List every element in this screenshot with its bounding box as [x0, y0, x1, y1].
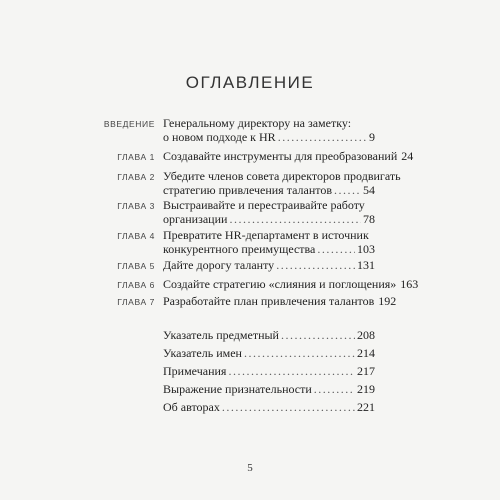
toc-entry-page: 131	[357, 258, 375, 272]
toc-entry-title-line: стратегию привлечения талантов	[163, 183, 333, 197]
dot-leader	[334, 183, 361, 197]
toc-entry-title-line: о новом подходе к HR	[163, 130, 276, 144]
toc-appendix-title: Об авторах	[163, 400, 220, 414]
toc-appendix-page: 221	[357, 400, 375, 414]
toc-entry-page: 103	[357, 242, 375, 256]
toc-entry-title	[163, 277, 419, 291]
page-title: ОГЛАВЛЕНИЕ	[185, 73, 315, 93]
dot-leader	[278, 130, 367, 144]
toc-appendix-title: Указатель имен	[163, 346, 242, 360]
toc-appendix-page: 214	[357, 346, 375, 360]
dot-leader	[229, 212, 361, 226]
dot-leader	[281, 328, 355, 342]
toc-appendix-title: Указатель предметный	[163, 328, 279, 342]
toc-entry-title-line: конкурентного преимущества	[163, 242, 316, 256]
toc-entry-page: 163	[400, 277, 419, 291]
toc-entry-title	[163, 294, 397, 308]
toc-entry-title-line: Создайте стратегию «слияния и поглощения»	[163, 277, 397, 291]
toc-entry-title-line: Генеральному директору на заметку:	[163, 116, 352, 130]
toc-appendix-page: 208	[357, 328, 375, 342]
toc-entry-page: 9	[369, 130, 375, 144]
toc-entry-label: ГЛАВА 4	[117, 231, 155, 241]
dot-leader	[314, 382, 355, 396]
toc-entry-label: ГЛАВА 6	[117, 280, 155, 290]
toc-entry-title-line: Превратите HR-департамент в источник	[163, 228, 369, 242]
toc-entry-title-line: Дайте дорогу таланту	[163, 258, 275, 272]
toc-entry-title	[163, 116, 375, 144]
toc-appendix-title: Примечания	[163, 364, 227, 378]
toc-entry-page: 24	[401, 149, 414, 163]
toc-entry-page: 54	[363, 183, 375, 197]
toc-appendix-page: 219	[357, 382, 375, 396]
toc-entry-label: ГЛАВА 1	[117, 152, 155, 162]
toc-entry-title	[163, 198, 375, 226]
toc-entry-title	[163, 258, 375, 272]
dot-leader	[222, 400, 355, 414]
toc-entry-title-line: Убедите членов совета директоров продвигать	[163, 169, 401, 183]
toc-entry-label: ГЛАВА 7	[117, 297, 155, 307]
toc-entry-title	[163, 149, 414, 163]
toc-entry-title	[163, 169, 401, 197]
toc-entry-page: 192	[378, 294, 397, 308]
toc-entry-label: ГЛАВА 5	[117, 261, 155, 271]
toc-entry-label: ВВЕДЕНИЕ	[103, 119, 155, 129]
toc-entry-title	[163, 228, 375, 256]
toc-appendix-page: 217	[357, 364, 375, 378]
page-number: 5	[247, 462, 253, 474]
toc-entry-title-line: Разработайте план привлечения талантов	[163, 294, 375, 308]
toc-entry-page: 78	[363, 212, 375, 226]
toc-entry-title-line: Выстраивайте и перестраивайте работу	[163, 198, 365, 212]
toc-entry-title-line: организации	[163, 212, 228, 226]
dot-leader	[244, 346, 355, 360]
dot-leader	[317, 242, 355, 256]
dot-leader	[228, 364, 355, 378]
toc-entry-title-line: Создавайте инструменты для преобразований	[163, 149, 398, 163]
toc-appendix-title: Выражение признательности	[163, 382, 312, 396]
toc-entry-label: ГЛАВА 2	[117, 172, 155, 182]
toc-entry-label: ГЛАВА 3	[117, 201, 155, 211]
dot-leader	[276, 258, 355, 272]
